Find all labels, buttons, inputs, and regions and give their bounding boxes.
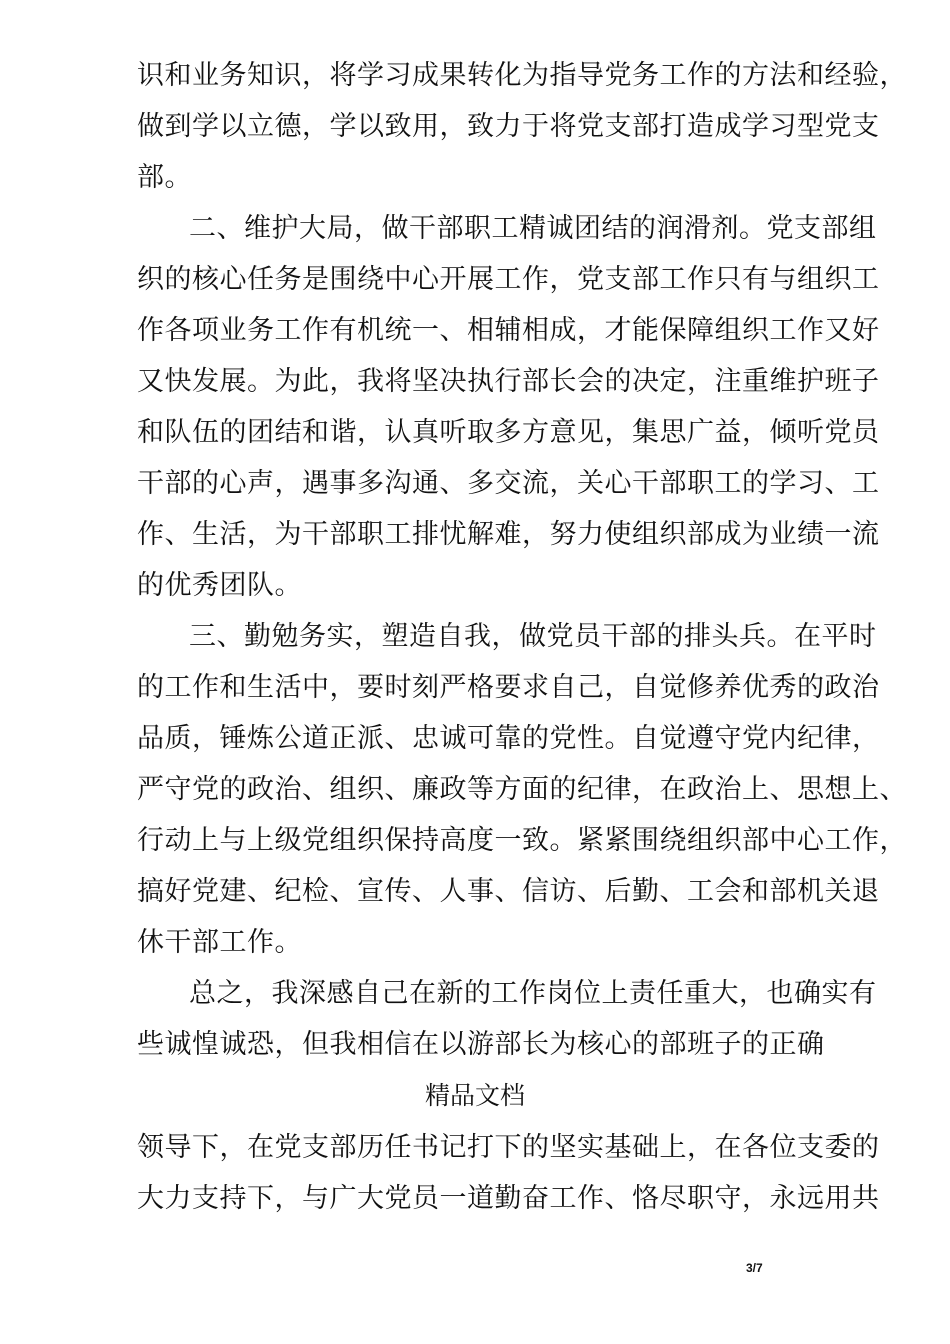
body-text-line: 织的核心任务是围绕中心开展工作，党支部工作只有与组织工 [137,264,880,295]
body-text-line: 二、维护大局，做干部职工精诚团结的润滑剂。党支部组 [189,213,877,244]
body-text-line: 做到学以立德，学以致用，致力于将党支部打造成学习型党支 [137,111,880,142]
body-text-line: 严守党的政治、组织、廉政等方面的纪律，在政治上、思想上、 [137,774,907,805]
body-text-line: 休干部工作。 [137,927,302,958]
body-text-line: 又快发展。为此，我将坚决执行部长会的决定，注重维护班子 [137,366,880,397]
body-text-line: 行动上与上级党组织保持高度一致。紧紧围绕组织部中心工作， [137,825,907,856]
page-number: 3/7 [746,1261,763,1275]
body-text-line: 大力支持下，与广大党员一道勤奋工作、恪尽职守，永远用共 [137,1183,880,1214]
body-text-line: 和队伍的团结和谐，认真听取多方意见，集思广益，倾听党员 [137,417,880,448]
body-text-line: 搞好党建、纪检、宣传、人事、信访、后勤、工会和部机关退 [137,876,880,907]
footer-label: 精品文档 [424,1081,525,1110]
body-text-line: 识和业务知识，将学习成果转化为指导党务工作的方法和经验， [137,60,907,91]
body-text-line: 三、勤勉务实，塑造自我，做党员干部的排头兵。在平时 [189,621,877,652]
body-text-line: 的工作和生活中，要时刻严格要求自己，自觉修养优秀的政治 [137,672,880,703]
body-text-line: 部。 [137,162,192,193]
body-text-line: 的优秀团队。 [137,570,302,601]
body-text-line: 领导下，在党支部历任书记打下的坚实基础上，在各位支委的 [137,1132,880,1163]
body-text-line: 总之，我深感自己在新的工作岗位上责任重大，也确实有 [189,978,877,1009]
body-text-line: 作各项业务工作有机统一、相辅相成，才能保障组织工作又好 [137,315,880,346]
body-text-line: 些诚惶诚恐，但我相信在以游部长为核心的部班子的正确 [137,1029,825,1060]
body-text-line: 作、生活，为干部职工排忧解难，努力使组织部成为业绩一流 [137,519,880,550]
body-text-line: 品质，锤炼公道正派、忠诚可靠的党性。自觉遵守党内纪律， [137,723,880,754]
body-text-line: 干部的心声，遇事多沟通、多交流，关心干部职工的学习、工 [137,468,880,499]
